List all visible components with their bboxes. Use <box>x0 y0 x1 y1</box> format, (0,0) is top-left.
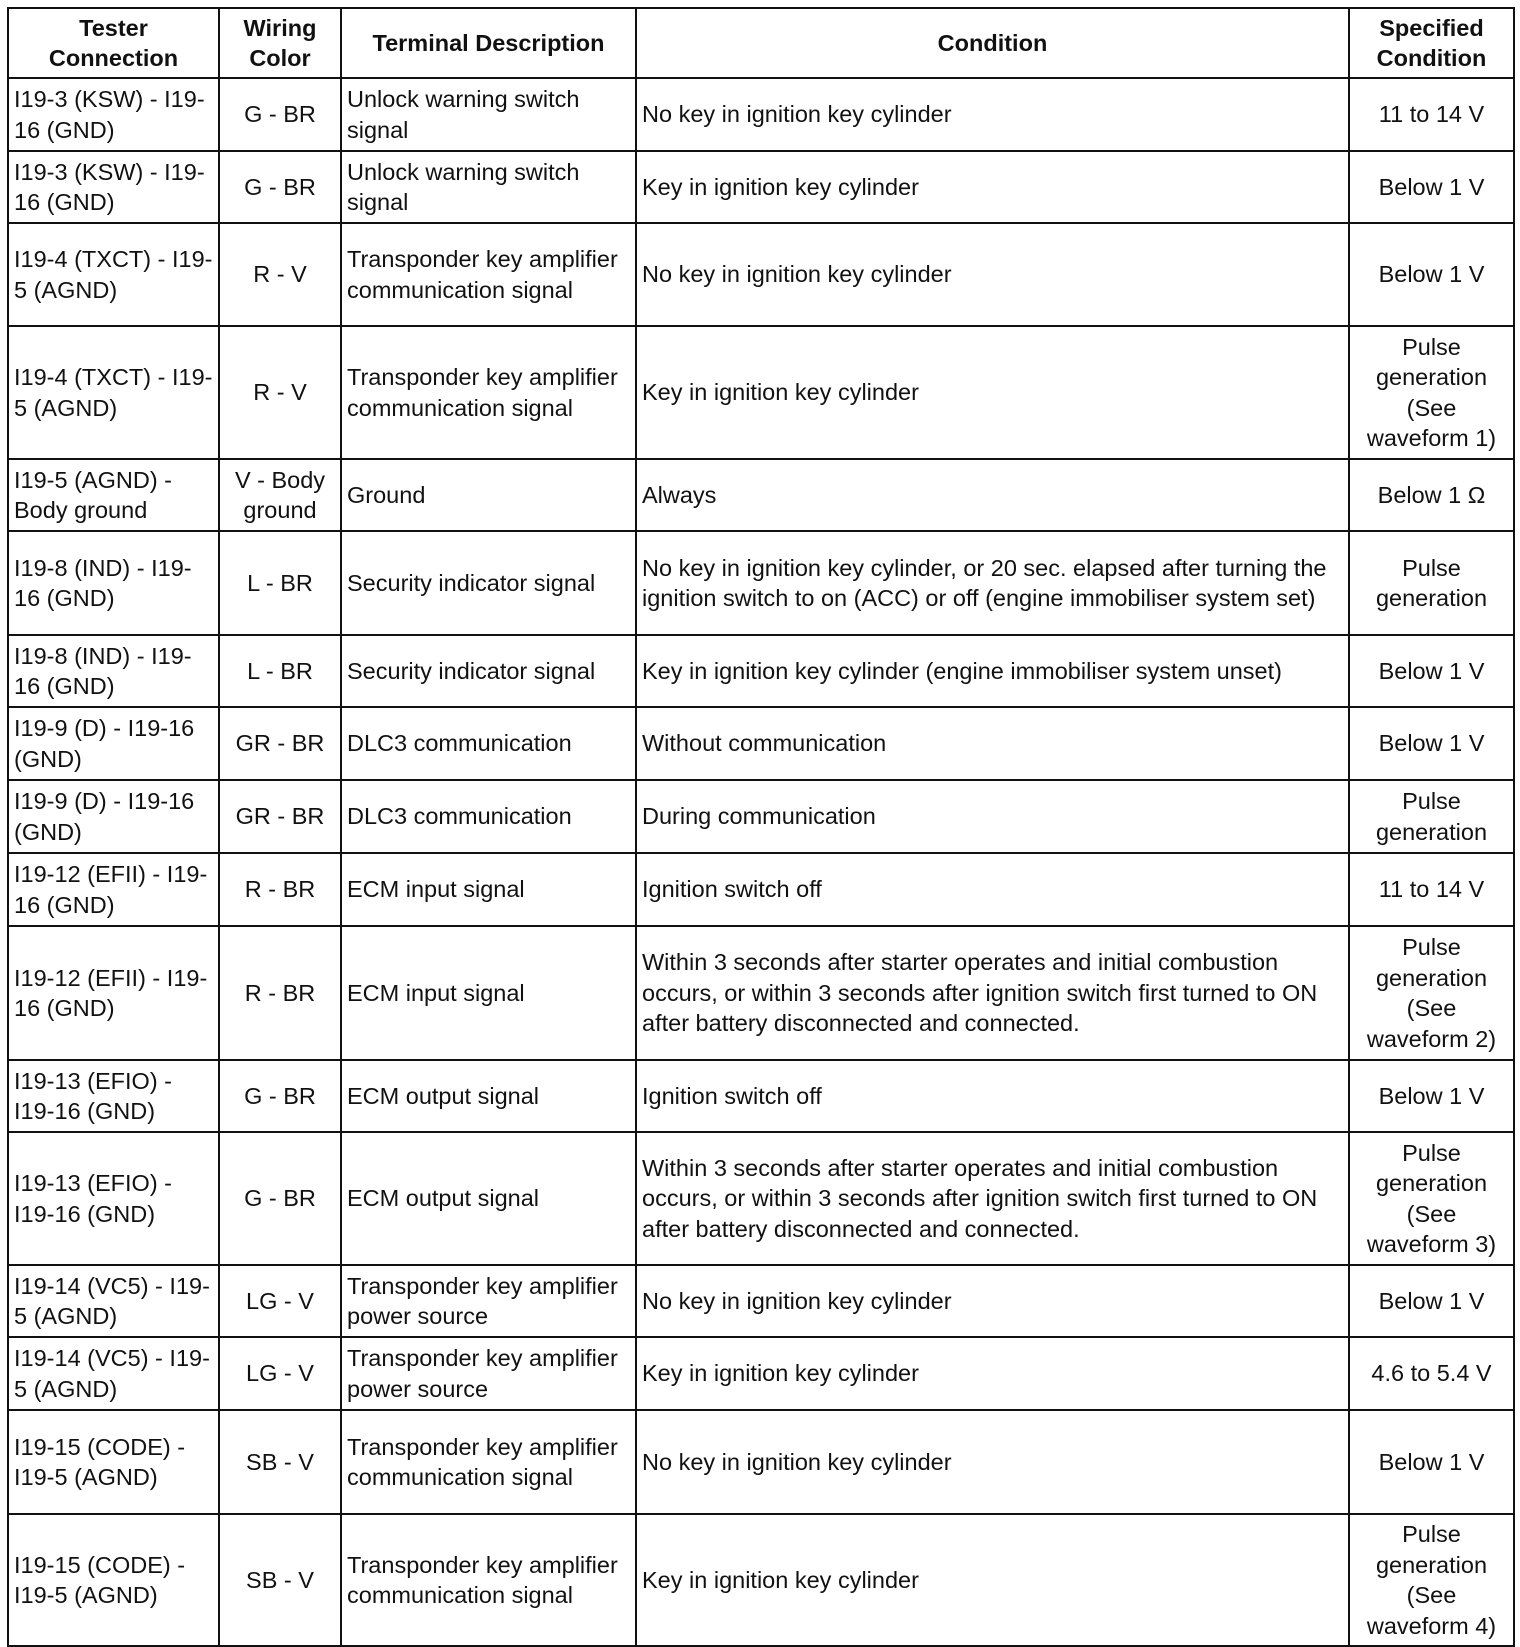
cell-tester: I19-14 (VC5) - I19-5 (AGND) <box>8 1265 219 1337</box>
cell-wiring: R - BR <box>219 853 341 926</box>
cell-wiring: SB - V <box>219 1514 341 1646</box>
table-row <box>8 223 1514 326</box>
table-row <box>8 1132 1514 1265</box>
cell-tester: I19-13 (EFIO) - I19-16 (GND) <box>8 1132 219 1265</box>
cell-terminal: ECM output signal <box>341 1132 636 1265</box>
cell-terminal: Unlock warning switch signal <box>341 151 636 223</box>
cell-tester: I19-4 (TXCT) - I19-5 (AGND) <box>8 223 219 326</box>
cell-terminal: ECM input signal <box>341 926 636 1060</box>
table-row <box>8 780 1514 853</box>
cell-wiring: R - V <box>219 223 341 326</box>
cell-tester: I19-3 (KSW) - I19-16 (GND) <box>8 151 219 223</box>
cell-wiring: R - V <box>219 326 341 459</box>
cell-condition: Ignition switch off <box>636 1060 1349 1132</box>
cell-tester: I19-3 (KSW) - I19-16 (GND) <box>8 78 219 151</box>
cell-wiring: G - BR <box>219 151 341 223</box>
cell-condition: During communication <box>636 780 1349 853</box>
cell-specified: Pulse generation <box>1349 531 1514 635</box>
cell-wiring: GR - BR <box>219 707 341 780</box>
cell-condition: Key in ignition key cylinder <box>636 326 1349 459</box>
cell-wiring: G - BR <box>219 1132 341 1265</box>
table-row <box>8 926 1514 1060</box>
cell-terminal: DLC3 communication <box>341 707 636 780</box>
cell-tester: I19-9 (D) - I19-16 (GND) <box>8 780 219 853</box>
cell-terminal: Security indicator signal <box>341 635 636 707</box>
cell-terminal: Transponder key amplifier power source <box>341 1265 636 1337</box>
cell-terminal: Ground <box>341 459 636 531</box>
table-row <box>8 1514 1514 1646</box>
cell-tester: I19-9 (D) - I19-16 (GND) <box>8 707 219 780</box>
cell-terminal: Unlock warning switch signal <box>341 78 636 151</box>
cell-tester: I19-12 (EFII) - I19-16 (GND) <box>8 926 219 1060</box>
cell-condition: Key in ignition key cylinder <box>636 151 1349 223</box>
cell-wiring: L - BR <box>219 531 341 635</box>
cell-wiring: G - BR <box>219 78 341 151</box>
cell-condition: Always <box>636 459 1349 531</box>
cell-tester: I19-8 (IND) - I19-16 (GND) <box>8 635 219 707</box>
cell-condition: Ignition switch off <box>636 853 1349 926</box>
cell-specified: Below 1 V <box>1349 1060 1514 1132</box>
table-row <box>8 635 1514 707</box>
header-condition: Condition <box>636 8 1349 78</box>
cell-specified: 4.6 to 5.4 V <box>1349 1337 1514 1410</box>
table-row <box>8 1337 1514 1410</box>
table-row <box>8 1265 1514 1337</box>
cell-condition: Key in ignition key cylinder (engine immobiliser system unset) <box>636 635 1349 707</box>
cell-specified: Below 1 V <box>1349 707 1514 780</box>
table-row <box>8 531 1514 635</box>
table-row <box>8 707 1514 780</box>
cell-condition: No key in ignition key cylinder, or 20 sec. elapsed after turning the ignition switch to on (ACC) or off (engine immobiliser system set) <box>636 531 1349 635</box>
cell-specified: Below 1 V <box>1349 223 1514 326</box>
cell-specified: 11 to 14 V <box>1349 853 1514 926</box>
cell-terminal: Transponder key amplifier communication signal <box>341 223 636 326</box>
cell-terminal: Security indicator signal <box>341 531 636 635</box>
cell-terminal: Transponder key amplifier communication signal <box>341 1410 636 1514</box>
table-row <box>8 853 1514 926</box>
cell-specified: Pulse generation (See waveform 3) <box>1349 1132 1514 1265</box>
cell-specified: 11 to 14 V <box>1349 78 1514 151</box>
cell-tester: I19-14 (VC5) - I19-5 (AGND) <box>8 1337 219 1410</box>
table-row <box>8 78 1514 151</box>
cell-condition: No key in ignition key cylinder <box>636 223 1349 326</box>
cell-terminal: DLC3 communication <box>341 780 636 853</box>
terminal-inspection-table <box>7 7 1515 1647</box>
header-row <box>8 8 1514 78</box>
table-row <box>8 1060 1514 1132</box>
cell-specified: Below 1 V <box>1349 635 1514 707</box>
cell-specified: Pulse generation (See waveform 4) <box>1349 1514 1514 1646</box>
cell-tester: I19-8 (IND) - I19-16 (GND) <box>8 531 219 635</box>
cell-wiring: G - BR <box>219 1060 341 1132</box>
cell-tester: I19-15 (CODE) - I19-5 (AGND) <box>8 1514 219 1646</box>
cell-wiring: SB - V <box>219 1410 341 1514</box>
table-row <box>8 459 1514 531</box>
cell-wiring: L - BR <box>219 635 341 707</box>
table-row <box>8 151 1514 223</box>
table-body <box>8 78 1514 1646</box>
table-row <box>8 1410 1514 1514</box>
cell-condition: Key in ignition key cylinder <box>636 1337 1349 1410</box>
cell-terminal: Transponder key amplifier communication signal <box>341 326 636 459</box>
cell-specified: Below 1 V <box>1349 151 1514 223</box>
cell-condition: No key in ignition key cylinder <box>636 1265 1349 1337</box>
cell-terminal: ECM output signal <box>341 1060 636 1132</box>
header-wiring-color: Wiring Color <box>219 8 341 78</box>
cell-condition: Within 3 seconds after starter operates and initial combustion occurs, or within 3 seconds after ignition switch first turned to ON after battery disconnected and connected. <box>636 926 1349 1060</box>
cell-wiring: V - Body ground <box>219 459 341 531</box>
cell-tester: I19-15 (CODE) - I19-5 (AGND) <box>8 1410 219 1514</box>
cell-wiring: R - BR <box>219 926 341 1060</box>
cell-condition: Without communication <box>636 707 1349 780</box>
cell-specified: Pulse generation (See waveform 1) <box>1349 326 1514 459</box>
header-terminal-description: Terminal Description <box>341 8 636 78</box>
cell-wiring: LG - V <box>219 1265 341 1337</box>
cell-wiring: LG - V <box>219 1337 341 1410</box>
cell-specified: Pulse generation (See waveform 2) <box>1349 926 1514 1060</box>
cell-terminal: Transponder key amplifier communication signal <box>341 1514 636 1646</box>
cell-terminal: ECM input signal <box>341 853 636 926</box>
cell-condition: Key in ignition key cylinder <box>636 1514 1349 1646</box>
header-specified-condition: Specified Condition <box>1349 8 1514 78</box>
cell-specified: Pulse generation <box>1349 780 1514 853</box>
cell-condition: No key in ignition key cylinder <box>636 1410 1349 1514</box>
cell-specified: Below 1 Ω <box>1349 459 1514 531</box>
cell-wiring: GR - BR <box>219 780 341 853</box>
cell-tester: I19-13 (EFIO) - I19-16 (GND) <box>8 1060 219 1132</box>
cell-terminal: Transponder key amplifier power source <box>341 1337 636 1410</box>
table-row <box>8 326 1514 459</box>
cell-tester: I19-12 (EFII) - I19-16 (GND) <box>8 853 219 926</box>
cell-condition: No key in ignition key cylinder <box>636 78 1349 151</box>
cell-specified: Below 1 V <box>1349 1265 1514 1337</box>
cell-condition: Within 3 seconds after starter operates and initial combustion occurs, or within 3 seconds after ignition switch first turned to ON after battery disconnected and connected. <box>636 1132 1349 1265</box>
cell-specified: Below 1 V <box>1349 1410 1514 1514</box>
cell-tester: I19-5 (AGND) - Body ground <box>8 459 219 531</box>
cell-tester: I19-4 (TXCT) - I19-5 (AGND) <box>8 326 219 459</box>
header-tester-connection: Tester Connection <box>8 8 219 78</box>
